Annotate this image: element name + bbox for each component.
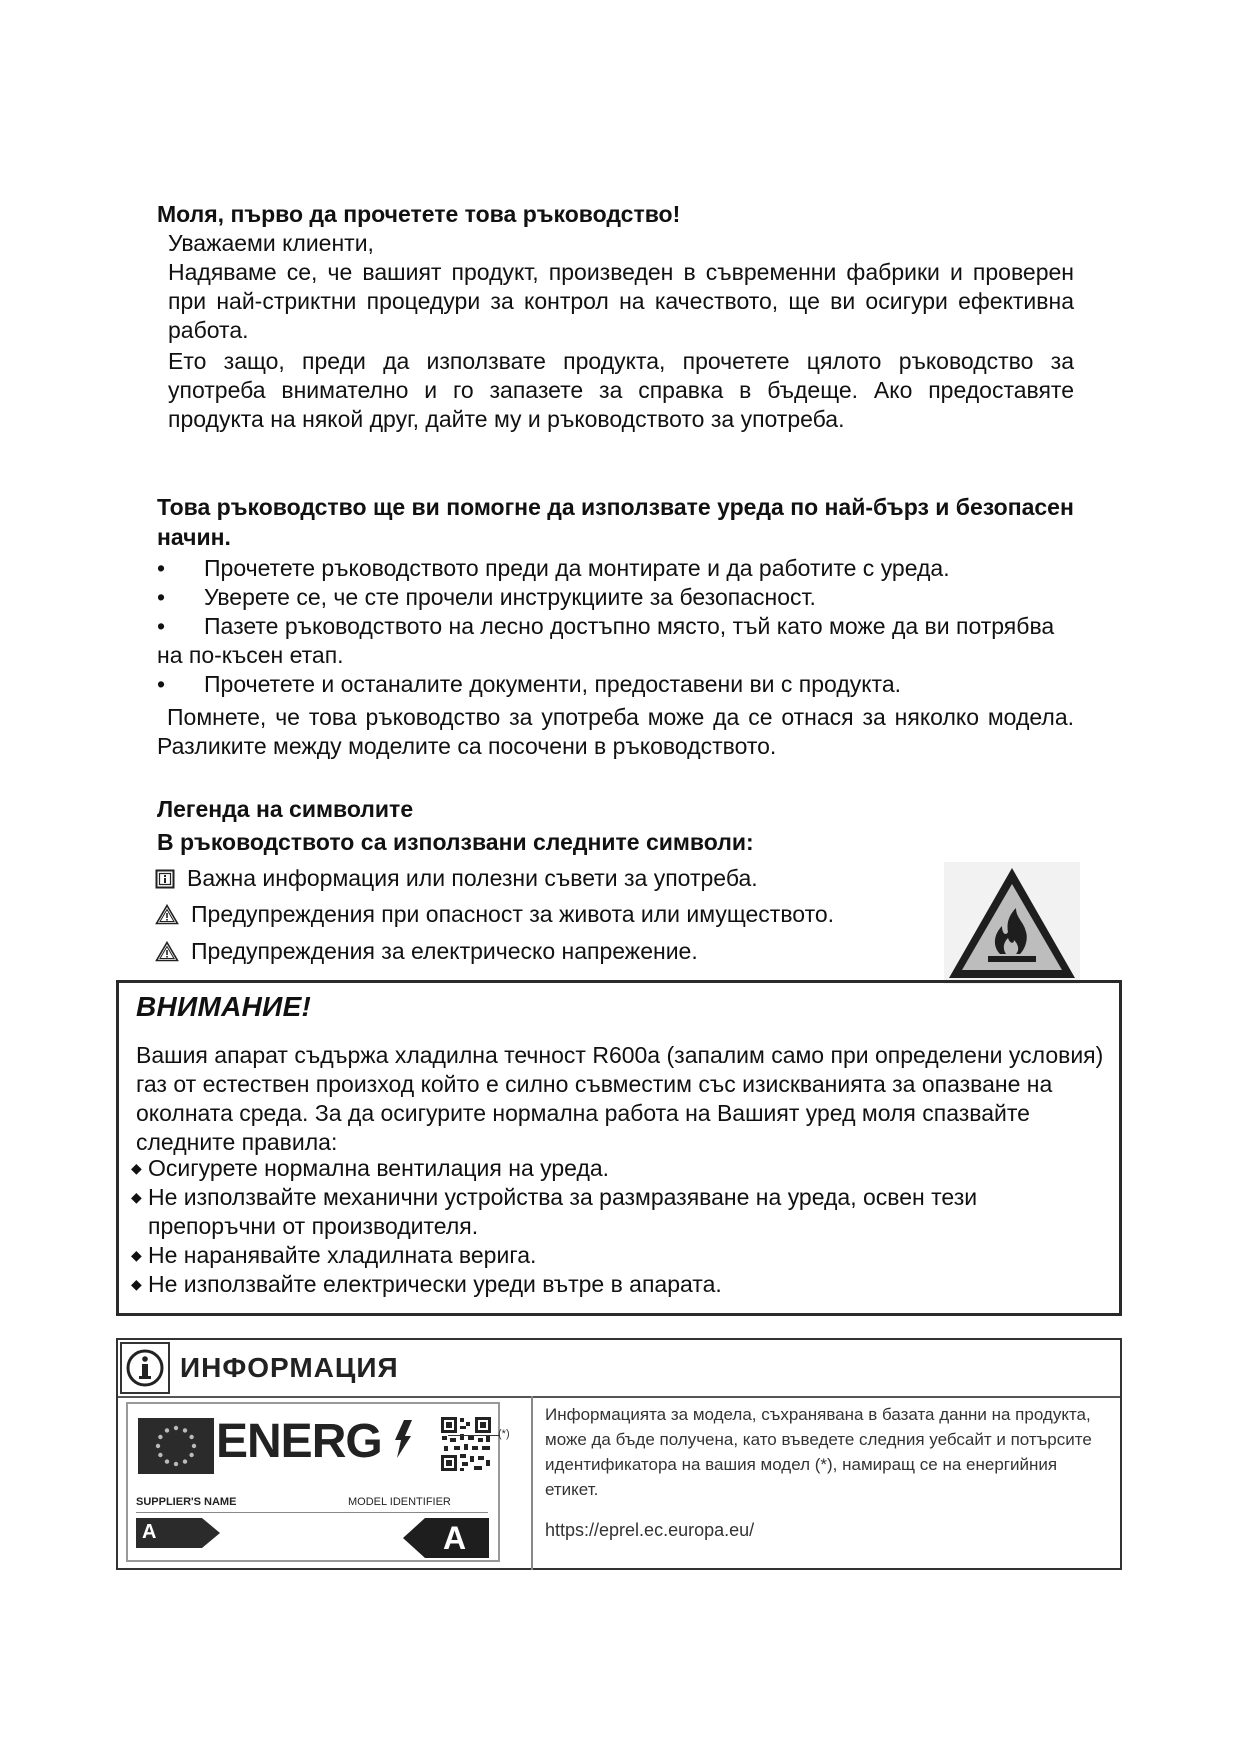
- legend-item-text: Предупреждения при опасност за живота или имуществото.: [191, 901, 835, 927]
- guide-bullet: [157, 670, 1077, 699]
- warning-text: Вашия апарат съдържа хладилна течност R600a (запалим само при определени условия) газ от естествен произход който е силно съвместим със изискванията за опазване на околната среда. За да осигурите нормална работа на Вашият уред моля спазвайте следните правила:: [136, 1042, 1104, 1155]
- intro-paragraph-1: Надяваме се, че вашият продукт, произведен в съвременни фабрики и проверен при най-стриктни процедури за контрол на качеството, ще ви осигури ефективна работа.: [168, 259, 1074, 343]
- label-separator: [136, 1512, 488, 1513]
- warning-bullet: [131, 1241, 1106, 1270]
- guide-bullet-text: Уверете се, че сте прочели инструкциите за безопасност.: [204, 584, 816, 610]
- legend-heading: Легенда на символите: [157, 796, 414, 822]
- legend-item: [155, 864, 758, 893]
- guide-bullet: [157, 612, 1077, 670]
- bullet-dot: •: [157, 555, 166, 581]
- bullet-dot: •: [157, 671, 166, 697]
- warning-bullet: [131, 1270, 1106, 1299]
- lightning-icon: [394, 1420, 412, 1458]
- qr-code-icon: [440, 1416, 492, 1472]
- model-identifier-pointer-line: [448, 1435, 500, 1436]
- energy-word: ENERG: [216, 1415, 382, 1468]
- model-identifier-label: MODEL IDENTIFIER: [348, 1496, 451, 1508]
- guide-bullet-text: Прочетете ръководството преди да монтирате и да работите с уреда.: [204, 555, 950, 581]
- guide-bullet-text: Пазете ръководството на лесно достъпно място, тъй като може да ви потрябва на по-късен етап.: [157, 613, 1055, 668]
- diamond-bullet: ◆: [131, 1160, 142, 1176]
- intro-paragraph-2: Ето защо, преди да използвате продукта, прочетете цялото ръководство за употреба внимателно и го запазете за справка в бъдеще. Ако предоставяте продукта на някой друг, дайте му и ръководството за употреба.: [168, 348, 1074, 432]
- warning-bullet-text: Не използвайте механични устройства за размразяване на уреда, освен тези препоръчни от производителя.: [148, 1184, 978, 1239]
- information-column-divider: [531, 1396, 533, 1570]
- bullet-dot: •: [157, 613, 166, 639]
- guide-heading: Това ръководство ще ви помогне да използвате уреда по най-бърз и безопасен начин.: [157, 494, 1074, 550]
- diamond-bullet: ◆: [131, 1247, 142, 1263]
- electric-warning-icon: [155, 941, 179, 962]
- supplier-name-label: SUPPLIER'S NAME: [136, 1496, 237, 1508]
- flammable-warning-icon: [944, 862, 1080, 984]
- energy-class-scale-letter: A: [142, 1521, 157, 1543]
- diamond-bullet: ◆: [131, 1189, 142, 1205]
- warning-bullet-text: Осигурете нормална вентилация на уреда.: [148, 1155, 610, 1181]
- eu-flag-icon: [138, 1418, 214, 1474]
- guide-bullet-text: Прочетете и останалите документи, предоставени ви с продукта.: [204, 671, 902, 697]
- legend-item-text: Важна информация или полезни съвети за употреба.: [187, 865, 758, 891]
- information-box: [116, 1338, 1122, 1570]
- info-circle-icon: [120, 1342, 174, 1394]
- energy-class-arrow: [403, 1518, 489, 1558]
- guide-note: Помнете, че това ръководство за употреба може да се отнася за няколко модела. Разликите между моделите са посочени в ръководството.: [157, 704, 1074, 759]
- intro-greeting: Уважаеми клиенти,: [168, 230, 374, 256]
- warning-bullet: [131, 1183, 1106, 1241]
- legend-item-text: Предупреждения за електрическо напрежение.: [191, 938, 698, 964]
- legend-item: [155, 900, 834, 929]
- diamond-bullet: ◆: [131, 1276, 142, 1292]
- intro-heading: Моля, първо да прочетете това ръководство!: [157, 201, 681, 227]
- info-icon: [155, 869, 175, 889]
- bullet-dot: •: [157, 584, 166, 610]
- energy-label: [126, 1402, 500, 1562]
- warning-triangle-icon: [155, 904, 179, 925]
- information-title: ИНФОРМАЦИЯ: [180, 1352, 399, 1383]
- warning-bullet: [131, 1154, 1106, 1183]
- legend-item: [155, 937, 698, 966]
- warning-title: ВНИМАНИЕ!: [136, 991, 312, 1022]
- guide-bullet: [157, 554, 1077, 583]
- energy-class-letter: A: [443, 1520, 467, 1556]
- information-header-divider: [118, 1396, 1120, 1398]
- legend-subheading: В ръководството са използвани следните символи:: [157, 829, 754, 855]
- warning-bullet-text: Не наранявайте хладилната верига.: [148, 1242, 537, 1268]
- energy-wordmark: [216, 1414, 412, 1469]
- information-text: Информацията за модела, съхранявана в базата данни на продукта, може да бъде получена, като въведете следния уебсайт и потърсите идентификатора на вашия модел (*), намиращ се на енергийния етикет.: [545, 1405, 1092, 1499]
- guide-bullet: [157, 583, 1077, 612]
- eprel-url[interactable]: https://eprel.ec.europa.eu/: [545, 1520, 755, 1540]
- model-identifier-pointer: (*): [498, 1428, 510, 1440]
- warning-bullet-text: Не използвайте електрически уреди вътре в апарата.: [148, 1271, 722, 1297]
- energy-class-scale-arrow: [136, 1518, 220, 1548]
